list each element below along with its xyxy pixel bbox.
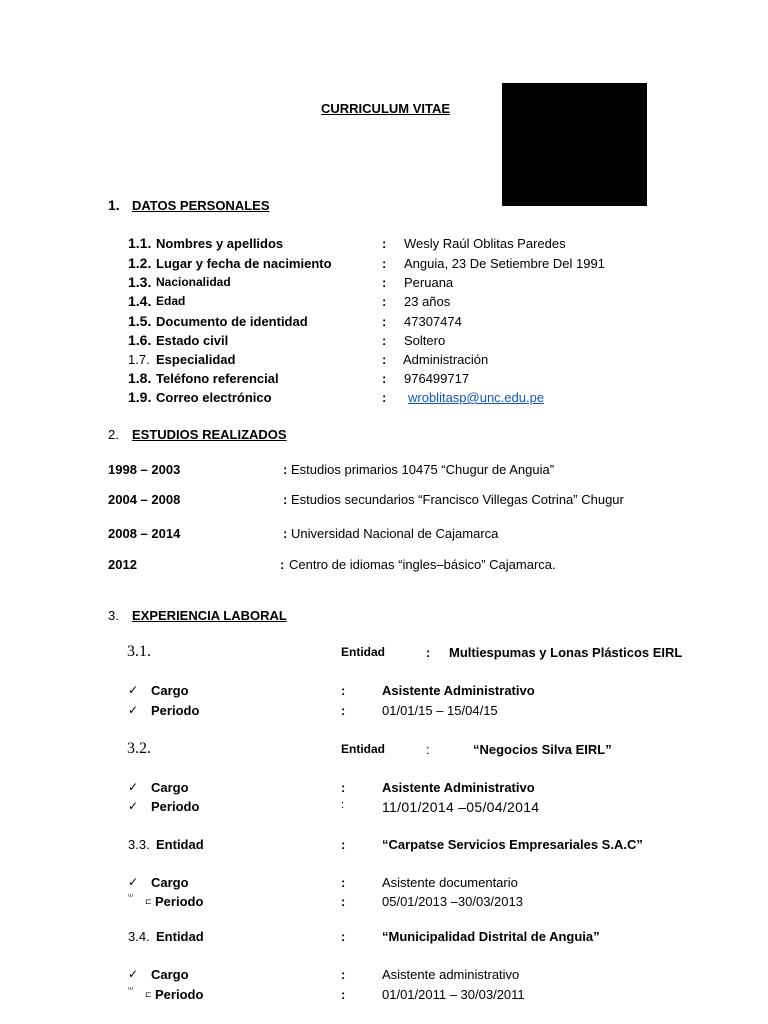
- study-description: Centro de idiomas “ingles–básico” Cajamarca.: [289, 557, 556, 572]
- personal-item-number: 1.5.: [128, 313, 152, 329]
- job-cargo-value: Asistente administrativo: [382, 967, 520, 982]
- job-number: 3.3.: [128, 837, 150, 852]
- study-colon: :: [280, 557, 285, 572]
- cv-title: CURRICULUM VITAE: [321, 101, 451, 116]
- job-cargo-colon: :: [341, 683, 346, 698]
- study-years: 2012: [108, 557, 137, 572]
- checkmark-icon: ✓: [128, 967, 139, 981]
- bullet-glyph-icon: ᵚ: [128, 892, 133, 901]
- personal-item-label: Nacionalidad: [156, 275, 231, 289]
- job-periodo-value: 01/01/2011 – 30/03/2011: [382, 987, 525, 1002]
- job-number: 3.1.: [127, 643, 151, 660]
- personal-item-colon: :: [382, 333, 387, 348]
- checkmark-icon: ✓: [128, 683, 139, 697]
- personal-item-number: 1.4.: [128, 293, 152, 309]
- job-cargo-value: Asistente Administrativo: [382, 780, 535, 795]
- job-periodo-label: Periodo: [155, 987, 204, 1002]
- job-number: 3.2.: [127, 740, 151, 757]
- job-periodo-value: 11/01/2014 –05/04/2014: [382, 799, 540, 815]
- job-entity-label: Entidad: [341, 742, 385, 756]
- study-description: Estudios primarios 10475 “Chugur de Anguia”: [291, 462, 555, 477]
- bullet-glyph-icon: ᵚ: [128, 985, 133, 994]
- study-colon: :: [283, 462, 288, 477]
- job-periodo-colon: :: [341, 894, 346, 909]
- personal-item-colon: :: [382, 256, 387, 271]
- bracket-glyph-icon: ⊏: [145, 990, 152, 999]
- job-entity-name: “Carpatse Servicios Empresariales S.A.C”: [382, 837, 643, 852]
- checkmark-icon: ✓: [128, 703, 139, 717]
- personal-item-colon: :: [382, 314, 387, 329]
- personal-item-colon: :: [382, 390, 387, 405]
- section-2-number: 2.: [108, 427, 119, 442]
- personal-item-label: Edad: [156, 294, 186, 308]
- personal-item-value: 976499717: [404, 371, 470, 386]
- personal-item-number: 1.9.: [128, 389, 152, 405]
- section-1-number: 1.: [108, 197, 120, 213]
- job-entity-colon: :: [341, 837, 346, 852]
- section-3-number: 3.: [108, 608, 119, 623]
- job-cargo-value: Asistente documentario: [382, 875, 518, 890]
- study-description: Universidad Nacional de Cajamarca: [291, 526, 499, 541]
- photo-placeholder: [502, 83, 647, 206]
- email-link[interactable]: wroblitasp@unc.edu.pe: [408, 390, 545, 405]
- job-entity-name: “Municipalidad Distrital de Anguia”: [382, 929, 600, 944]
- job-entity-label: Entidad: [156, 837, 204, 852]
- section-3-title: EXPERIENCIA LABORAL: [132, 608, 287, 623]
- job-periodo-colon: :: [341, 703, 346, 718]
- job-periodo-value: 01/01/15 – 15/04/15: [382, 703, 498, 718]
- job-cargo-label: Cargo: [151, 967, 189, 982]
- personal-item-label: Documento de identidad: [156, 314, 308, 329]
- study-years: 1998 – 2003: [108, 462, 181, 477]
- checkmark-icon: ✓: [128, 875, 139, 889]
- personal-item-colon: :: [382, 371, 387, 386]
- personal-item-colon: :: [382, 352, 387, 367]
- section-2-title: ESTUDIOS REALIZADOS: [132, 427, 287, 442]
- personal-item-colon: :: [382, 236, 387, 251]
- personal-item-colon: :: [382, 294, 387, 309]
- job-entity-colon: :: [341, 929, 346, 944]
- personal-item-value: Administración: [403, 352, 489, 367]
- checkmark-icon: ✓: [128, 780, 139, 794]
- job-cargo-colon: :: [341, 967, 346, 982]
- personal-item-number: 1.2.: [128, 255, 152, 271]
- personal-item-label: Teléfono referencial: [156, 371, 279, 386]
- personal-item-number: 1.3.: [128, 274, 152, 290]
- personal-item-value: 47307474: [404, 314, 462, 329]
- job-cargo-label: Cargo: [151, 780, 189, 795]
- job-cargo-label: Cargo: [151, 875, 189, 890]
- personal-item-label: Correo electrónico: [156, 390, 272, 405]
- job-cargo-colon: :: [341, 875, 346, 890]
- personal-item-number: 1.1.: [128, 235, 152, 251]
- job-entity-colon: :: [426, 645, 431, 660]
- personal-item-colon: :: [382, 275, 387, 290]
- personal-item-number: 1.8.: [128, 370, 152, 386]
- section-1-title: DATOS PERSONALES: [132, 198, 270, 213]
- job-cargo-value: Asistente Administrativo: [382, 683, 535, 698]
- personal-item-value: Wesly Raúl Oblitas Paredes: [404, 236, 566, 251]
- study-description: Estudios secundarios “Francisco Villegas Cotrina” Chugur: [291, 492, 624, 507]
- job-periodo-label: Periodo: [151, 799, 200, 814]
- job-periodo-colon: :: [341, 799, 345, 811]
- bracket-glyph-icon: ⊏: [145, 897, 152, 906]
- study-colon: :: [283, 526, 288, 541]
- personal-item-value: 23 años: [404, 294, 451, 309]
- personal-item-value: Anguia, 23 De Setiembre Del 1991: [404, 256, 605, 271]
- job-entity-name: Multiespumas y Lonas Plásticos EIRL: [449, 645, 683, 660]
- job-cargo-label: Cargo: [151, 683, 189, 698]
- personal-item-value: Soltero: [404, 333, 446, 348]
- job-entity-name: “Negocios Silva EIRL”: [473, 742, 612, 757]
- job-number: 3.4.: [128, 929, 150, 944]
- personal-item-number: 1.6.: [128, 332, 152, 348]
- personal-item-label: Estado civil: [156, 333, 229, 348]
- study-colon: :: [283, 492, 288, 507]
- personal-item-value: Peruana: [404, 275, 454, 290]
- job-periodo-label: Periodo: [151, 703, 200, 718]
- job-entity-colon: :: [426, 742, 430, 757]
- study-years: 2008 – 2014: [108, 526, 181, 541]
- personal-item-label: Especialidad: [156, 352, 236, 367]
- job-periodo-colon: :: [341, 987, 346, 1002]
- personal-item-label: Lugar y fecha de nacimiento: [156, 256, 332, 271]
- job-cargo-colon: :: [341, 780, 346, 795]
- personal-item-number: 1.7.: [128, 352, 150, 367]
- job-entity-label: Entidad: [156, 929, 204, 944]
- study-years: 2004 – 2008: [108, 492, 181, 507]
- checkmark-icon: ✓: [128, 799, 139, 813]
- job-periodo-value: 05/01/2013 –30/03/2013: [382, 894, 523, 909]
- job-entity-label: Entidad: [341, 645, 385, 659]
- personal-item-label: Nombres y apellidos: [156, 236, 284, 251]
- job-periodo-label: Periodo: [155, 894, 204, 909]
